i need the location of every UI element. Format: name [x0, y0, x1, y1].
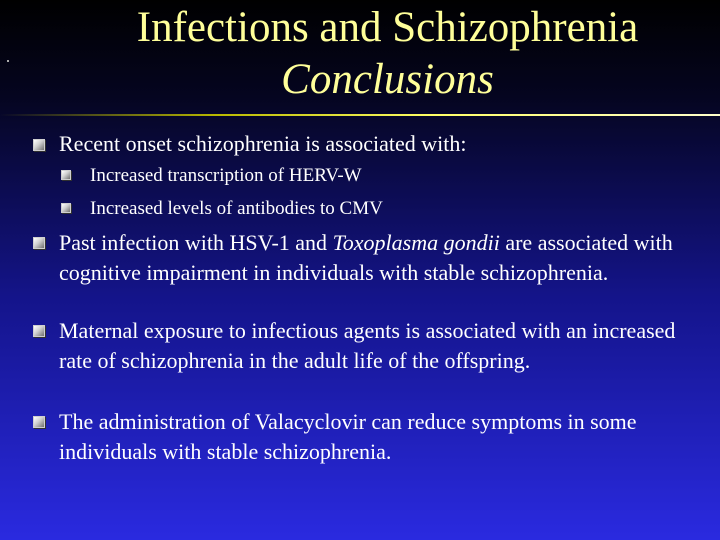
checkbox-bullet-icon — [61, 203, 71, 213]
slide-subtitle: Conclusions — [281, 56, 494, 103]
title-divider — [0, 114, 720, 116]
checkbox-bullet-icon — [33, 237, 45, 249]
bullet-4-text: The administration of Valacyclovir can reduce symptoms in some individuals with stable schizophrenia. — [59, 409, 637, 464]
slide-title: Infections and Schizophrenia — [136, 4, 639, 51]
checkbox-bullet-icon — [33, 139, 45, 151]
sub-bullet-1: Increased transcription of HERV-W — [90, 165, 362, 186]
checkbox-bullet-icon — [33, 325, 45, 337]
bullet-3-text: Maternal exposure to infectious agents is associated with an increased rate of schizophrenia in the adult life of the offspring. — [59, 318, 676, 373]
bullet-2-text — [59, 228, 679, 288]
bullet-2-species-name: Toxoplasma gondii — [332, 230, 500, 255]
sub-bullet-2: Increased levels of antibodies to CMV — [90, 198, 383, 219]
checkbox-bullet-icon — [33, 416, 45, 428]
checkbox-bullet-icon — [61, 170, 71, 180]
bullet-1-text: Recent onset schizophrenia is associated with: — [59, 131, 467, 156]
bullet-2-text-start: Past infection with HSV-1 and — [59, 230, 333, 255]
bullet-2-text-end: are associated with cognitive impairment in individuals with stable schizophrenia. — [59, 230, 673, 285]
